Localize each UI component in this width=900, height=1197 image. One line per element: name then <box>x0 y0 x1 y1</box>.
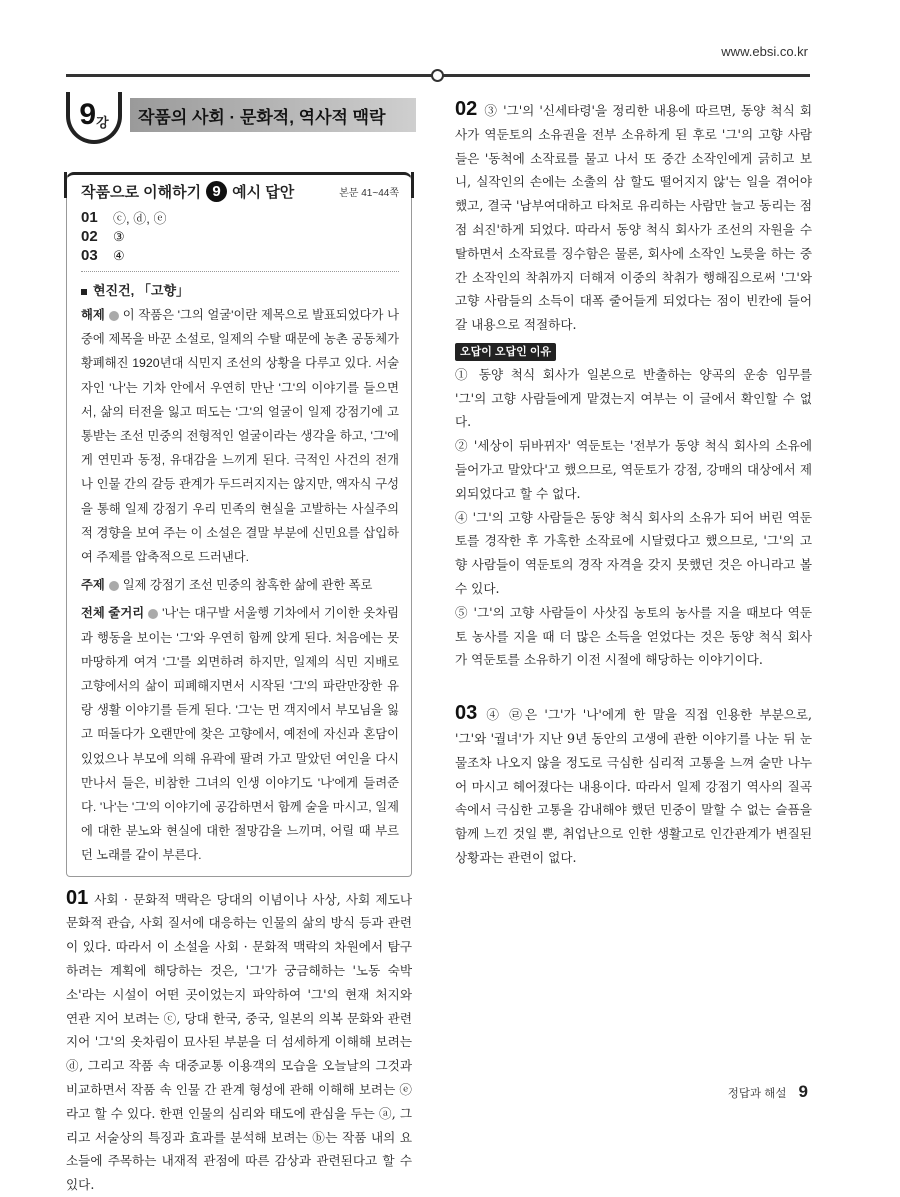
footer-label: 정답과 해설 <box>727 1088 787 1100</box>
wrong-answer-tag: 오답이 오답인 이유 <box>455 343 556 361</box>
page-number: 9 <box>798 1082 808 1101</box>
answer-item <box>81 208 399 227</box>
left-column <box>66 172 412 1197</box>
right-column <box>455 98 812 870</box>
lesson-unit: 강 <box>96 115 109 130</box>
wrong-reason: ⑤ '그'의 고향 사람들이 사삿집 농토의 농사를 지을 때보다 역둔토 농사를 지을 때 더 많은 소득을 얻었다는 것은 동양 척식 회사가 역둔토를 소유하기 이전 시절에 해당하는 이야기이다. <box>455 604 812 668</box>
box-number-icon: 9 <box>206 181 227 202</box>
site-url: www.ebsi.co.kr <box>721 44 808 59</box>
question-number: 02 <box>455 98 478 120</box>
page-reference: 본문 41~44쪽 <box>339 188 399 199</box>
wrong-reason: ② '세상이 뒤바뀌자' 역둔토는 '전부가 동양 척식 회사의 소유에 들어가고 말았다'고 했으므로, 역둔토가 강점, 강매의 대상에서 제외되었다고 할 수 없다. <box>455 438 812 501</box>
arrow-icon <box>109 311 119 321</box>
answer-list <box>81 208 399 265</box>
commentary-label: 해제 <box>81 308 105 322</box>
answer-box <box>66 172 412 877</box>
box-title <box>81 181 294 202</box>
question-number: 03 <box>455 702 478 725</box>
wrong-reason: ① 동양 척식 회사가 일본으로 반출하는 양곡의 운송 임무를 '그'의 고향 사람들에게 맡겼는지 여부는 이 글에서 확인할 수 없다. <box>455 366 812 430</box>
question-text: ③ '그'의 '신세타령'을 정리한 내용에 따르면, 동양 척식 회사가 역둔토의 소유권을 전부 소유하게 된 후로 '그'의 고향 사람들은 '동척에 소작료를 물고 나서 또 중간 소작인에게 긁히고 보니, 실작인의 손에는 소출의 삼 할도 떨어지지 않'는 일을 겪어야 했고, 결국 '남부여대하고 타처로 유리하는 사람만 늘고 동리는 점점 쇠진'하게 되었다. 따라서 동양 척식 회사가 조선의 자원을 수탈하면서 소작료를 징수함은 물론, 회사에 소작인 노릇을 하는 중간 소작인의 착취까지 더해져 이중의 착취가 행해짐으로써 '그'와 고향 사람들의 소득이 대폭 줄어들게 되었다는 점이 빈칸에 들어갈 내용으로 적절하다. <box>455 103 812 333</box>
work-title <box>81 280 399 299</box>
lesson-header <box>66 92 416 148</box>
lesson-number: 9 <box>79 98 97 131</box>
question-03-explanation <box>455 702 812 870</box>
header-rule-dot <box>431 69 444 82</box>
answer-item <box>81 227 399 246</box>
lesson-title-bar <box>130 98 416 132</box>
work-title-text: 현진건, 「고향」 <box>93 283 190 298</box>
square-bullet-icon <box>81 289 87 295</box>
lesson-title: 작품의 사회 · 문화적, 역사적 맥락 <box>138 107 386 127</box>
box-title-suffix: 예시 답안 <box>232 184 295 201</box>
answer-item <box>81 246 399 265</box>
question-01-explanation <box>66 887 412 1197</box>
question-text: 사회 · 문화적 맥락은 당대의 이념이나 사상, 사회 제도나 문화적 관습, 사회 질서에 대응하는 인물의 삶의 방식 등과 관련이 있다. 따라서 이 소설을 사회 · 문화적 맥락의 차원에서 탐구하려는 계획에 해당하는 것은, '그'가 궁금해하는 '노동 숙박소'라는 시설이 어떤 곳이었는지 파악하여 '그'의 현재 처지와 연관 지어 보려는 ⓒ, 당대 한국, 중국, 일본의 의복 문화와 관련지어 '그'의 옷차림이 묘사된 부분을 더 섬세하게 이해해 보려는 ⓓ, 그리고 작품 속 대중교통 이용객의 모습을 오늘날의 그것과 비교하면서 작품 속 인물 간 관계 형성에 관해 이해해 보려는 ⓔ라고 할 수 있다. 한편 인물의 심리와 태도에 관심을 두는 ⓐ, 그리고 서술상의 특징과 효과를 분석해 보려는 ⓑ는 작품 내의 요소들에 주목하는 내재적 관점에 따른 감상과 관련된다고 할 수 있다. <box>66 891 412 1193</box>
plot-summary <box>81 601 399 867</box>
question-02-explanation <box>455 98 812 337</box>
box-title-prefix: 작품으로 이해하기 <box>81 184 202 201</box>
commentary <box>81 303 399 569</box>
wrong-answer-reasons <box>455 339 812 672</box>
answer-value: ③ <box>113 228 125 244</box>
theme <box>81 573 399 597</box>
answer-value: ⓒ, ⓓ, ⓔ <box>113 211 167 226</box>
plot-label: 전체 줄거리 <box>81 606 145 621</box>
arrow-icon <box>109 581 119 591</box>
answer-number: 03 <box>81 247 98 264</box>
plot-text: '나'는 대구발 서울행 기차에서 기이한 옷차림과 행동을 보이는 '그'와 우연히 함께 앉게 된다. 처음에는 못마땅하게 여겨 '그'를 외면하려 하지만, 일제의 식민 지배로 고향에서의 삶이 피폐해지면서 시작된 '그'의 파란만장한 유랑 생활 이야기를 듣게 된다. '그'는 먼 객지에서 부모님을 잃고 떠돌다가 오랜만에 찾은 고향에서, 예전에 자신과 혼담이 있었으나 부모에 의해 유곽에 팔려 가고 말았던 여인을 다시 만나서 들은, 비참한 그녀의 인생 이야기도 '나'에게 들려준다. '나'는 '그'의 이야기에 공감하면서 함께 술을 마시고, 일제에 대한 분노와 현실에 대한 절망감을 느끼며, 어릴 때 부르던 노래를 같이 부른다. <box>81 606 399 863</box>
lesson-badge <box>66 92 122 144</box>
answer-number: 01 <box>81 209 98 226</box>
dotted-divider <box>81 271 399 272</box>
wrong-reason: ④ '그'의 고향 사람들은 동양 척식 회사의 소유가 되어 버린 역둔토를 경작한 후 가혹한 소작료에 시달렸다고 했으므로, '그'의 고향 사람들이 역둔토의 경작 자격을 갖지 못했던 것은 아니라고 볼 수 있다. <box>455 509 812 596</box>
arrow-icon <box>148 609 158 619</box>
box-header <box>81 181 399 202</box>
question-number: 01 <box>66 886 89 909</box>
commentary-text: 이 작품은 '그의 얼굴'이란 제목으로 발표되었다가 나중에 제목을 바꾼 소설로, 일제의 수탈 때문에 농촌 공동체가 황폐해진 1920년대 식민지 조선의 상황을 다루고 있다. 서술자인 '나'는 기차 안에서 우연히 만난 '그'의 이야기를 들으면서, 삶의 터전을 잃고 떠도는 '그'의 얼굴이 일제 강점기에 고통받는 조선 민중의 전형적인 얼굴이라는 생각을 하고, '그'에게 연민과 동정, 유대감을 느끼게 된다. 극적인 사건의 전개나 인물 간의 갈등 관계가 두드러지지는 않지만, 액자식 구성을 통해 일제 강점기 우리 민족의 현실을 고발하는 사실주의적 경향을 보여 주는 이 소설은 결말 부분에 신민요를 삽입하여 주제를 압축적으로 드러낸다. <box>81 308 399 565</box>
theme-text: 일제 강점기 조선 민중의 참혹한 삶에 관한 폭로 <box>122 578 373 593</box>
footer <box>728 1082 808 1102</box>
answer-value: ④ <box>113 247 125 263</box>
theme-label: 주제 <box>81 578 105 593</box>
question-text: ④ ㉣은 '그'가 '나'에게 한 말을 직접 인용한 부분으로, '그'와 '궐녀'가 지난 9년 동안의 고생에 관한 이야기를 나눈 뒤 눈물조차 나오지 않을 정도로 극심한 심리적 고통을 느껴 술만 나누어 마시고 헤어졌다는 내용이다. 따라서 일제 강점기 역사의 질곡 속에서 극심한 고통을 감내해야 했던 민중이 말할 수 없는 슬픔을 함께 느낀 것일 뿐, 취업난으로 인한 생활고로 인간관계가 변질된 상황과는 관련이 없다. <box>455 707 812 865</box>
answer-number: 02 <box>81 228 98 245</box>
